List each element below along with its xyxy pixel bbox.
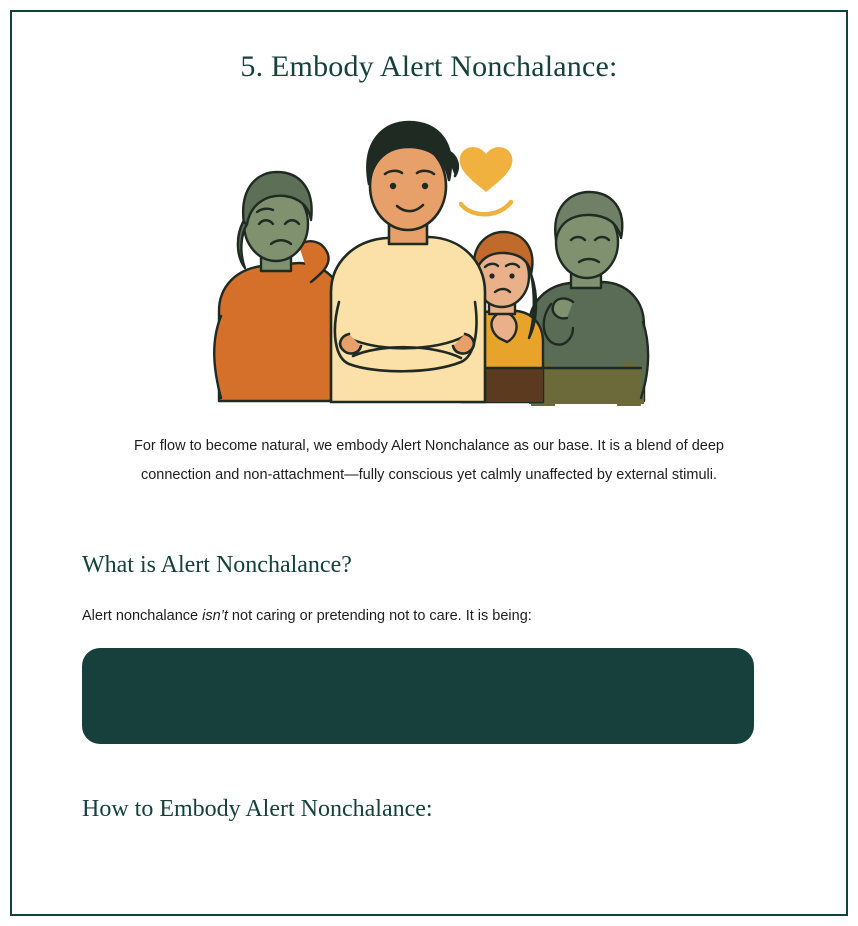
heart-icon [460, 147, 513, 214]
page-title: 5. Embody Alert Nonchalance: [240, 50, 618, 83]
document-content [12, 12, 846, 914]
body-line [82, 605, 846, 628]
sub-heading-what-is-alert-nonchalance: What is Alert Nonchalance? [82, 552, 352, 578]
highlight-card [82, 648, 754, 744]
intro-paragraph: For flow to become natural, we embody Alert Nonchalance as our base. It is a blend of deep connection and non-attachment—fully conscious yet calmly unaffected by external stimuli. [133, 438, 724, 483]
body-line-suffix: not caring or pretending not to care. It is being: [227, 608, 532, 624]
group-of-people-illustration [199, 106, 659, 406]
illustration-svg [199, 106, 659, 406]
page-frame [10, 10, 848, 916]
sub-heading-how-to-embody: How to Embody Alert Nonchalance: [82, 796, 433, 823]
body-line-italic: isn’t [202, 608, 228, 624]
body-line-prefix: Alert nonchalance [82, 608, 203, 624]
